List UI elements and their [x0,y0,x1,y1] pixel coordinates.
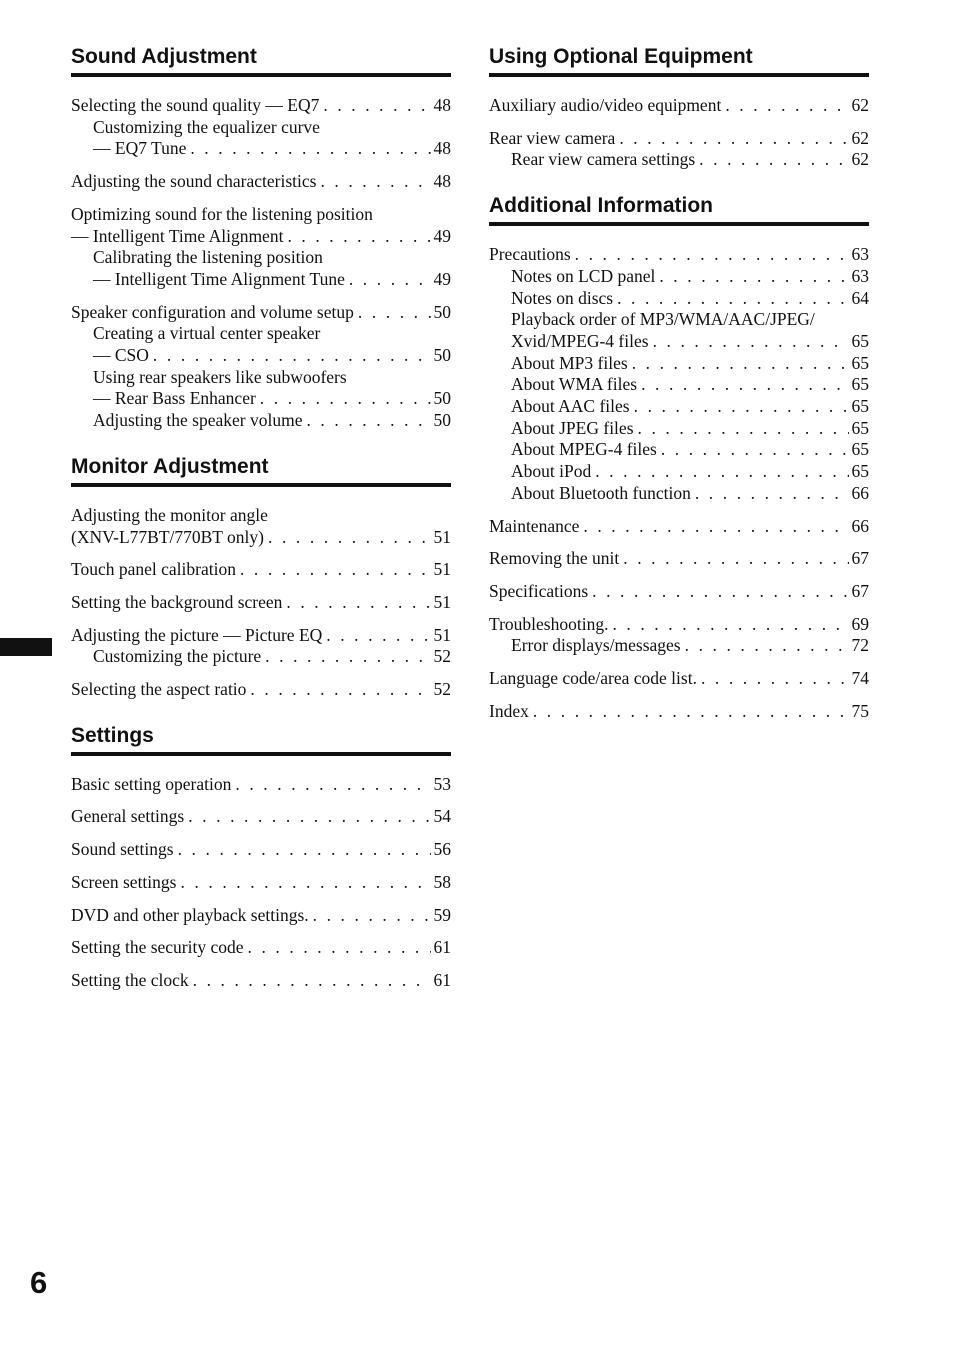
toc-left-column [71,44,451,1014]
entry-page-number: 50 [433,301,451,322]
entry-title: — Intelligent Time Alignment Tune [93,268,345,289]
toc-subentry[interactable] [489,483,869,505]
toc-subentry[interactable] [71,323,451,345]
section-heading: Additional Information [489,193,869,226]
toc-subentry[interactable] [71,388,451,410]
entry-title: Precautions [489,244,571,265]
page-number: 6 [30,1265,48,1300]
entry-page-number: 65 [851,461,869,482]
toc-entry[interactable] [71,625,451,647]
toc-entry-group [71,774,451,796]
toc-section-settings [71,723,451,992]
dot-leader [653,331,849,353]
entry-page-number: 61 [433,969,451,990]
entry-page-number: 72 [851,635,869,656]
toc-entry-group [489,701,869,723]
dot-leader [634,396,849,418]
dot-leader [592,581,848,603]
section-heading: Sound Adjustment [71,44,451,77]
entry-page-number: 50 [433,410,451,431]
entry-title: Screen settings [71,871,177,892]
toc-entry-group [489,614,869,657]
entry-page-number: 51 [433,526,451,547]
toc-subentry[interactable] [71,646,451,668]
toc-entry-group [71,679,451,701]
toc-entry[interactable] [489,548,869,570]
toc-entry-group [71,505,451,548]
dot-leader [661,439,849,461]
toc-entry-group [71,592,451,614]
entry-title: Touch panel calibration [71,559,236,580]
toc-entry-group [71,559,451,581]
toc-entry[interactable] [71,226,451,248]
entry-page-number: 48 [433,95,451,115]
entry-title: Maintenance [489,515,580,536]
entry-title: Rear view camera settings [511,149,696,170]
entry-title: Playback order of MP3/WMA/AAC/JPEG/ [511,309,815,330]
toc-entry[interactable] [71,872,451,894]
toc-entry-group [71,171,451,193]
toc-subentry[interactable] [71,345,451,367]
entry-title: About Bluetooth function [511,482,691,503]
dot-leader [659,266,848,288]
entry-page-number: 48 [433,138,451,159]
entry-page-number: 66 [851,482,869,503]
dot-leader [180,872,430,894]
entry-page-number: 62 [851,149,869,170]
toc-entry-group [71,625,451,668]
dot-leader [358,302,431,324]
toc-entry-group [71,905,451,927]
entry-title: DVD and other playback settings. [71,904,309,925]
toc-entry-group [71,872,451,894]
toc-subentry[interactable] [489,149,869,171]
entry-title: Adjusting the sound characteristics [71,171,317,192]
dot-leader [265,646,430,668]
dot-leader [617,288,848,310]
entry-page-number: 65 [851,396,869,417]
dot-leader [287,226,430,248]
dot-leader [612,614,848,636]
toc-entry-group [71,806,451,828]
entry-page-number: 53 [433,773,451,794]
toc-entry-group [71,937,451,959]
entry-title: Optimizing sound for the listening position [71,203,373,224]
dot-leader [349,269,431,291]
entry-page-number: 51 [433,624,451,645]
entry-page-number: 63 [851,244,869,265]
toc-subentry[interactable] [489,266,869,288]
entry-title: Selecting the sound quality — EQ7 [71,95,320,115]
toc-subentry[interactable] [71,117,451,139]
entry-page-number: 56 [433,839,451,860]
entry-title: Adjusting the speaker volume [93,410,303,431]
entry-page-number: 63 [851,265,869,286]
entry-title: Setting the background screen [71,591,283,612]
entry-page-number: 65 [851,374,869,395]
entry-title: — Rear Bass Enhancer [93,388,256,409]
dot-leader [188,806,430,828]
toc-subentry[interactable] [71,269,451,291]
entry-title: Notes on discs [511,287,614,308]
entry-page-number: 54 [433,806,451,827]
entry-title: Troubleshooting. [489,613,609,634]
entry-page-number: 52 [433,679,451,700]
toc-section-monitor-adjustment [71,454,451,701]
dot-leader [248,937,431,959]
section-entries [489,226,869,722]
dot-leader [268,527,431,549]
entry-title: Adjusting the picture — Picture EQ [71,624,323,645]
entry-page-number: 50 [433,345,451,366]
entry-title: Sound settings [71,839,174,860]
toc-right-column [489,44,869,744]
toc-subentry[interactable] [71,410,451,432]
entry-title: General settings [71,806,185,827]
toc-section-sound-adjustment [71,44,451,432]
entry-title: About iPod [511,461,592,482]
dot-leader [699,149,848,171]
entry-page-number: 65 [851,352,869,373]
toc-entry[interactable] [489,668,869,690]
toc-entry[interactable] [71,839,451,861]
toc-entry[interactable] [71,592,451,614]
dot-leader [632,353,849,375]
entry-title: — EQ7 Tune [93,138,187,159]
section-heading: Settings [71,723,451,756]
side-tab-marker [0,638,52,656]
toc-subentry[interactable] [71,138,451,160]
dot-leader [533,701,849,723]
entry-title: Calibrating the listening position [93,247,323,268]
toc-entry-group [489,128,869,171]
entry-page-number: 66 [851,515,869,536]
entry-title: Speaker configuration and volume setup [71,301,354,322]
dot-leader [320,171,430,193]
toc-subentry[interactable] [71,247,451,269]
entry-page-number: 51 [433,591,451,612]
dot-leader [306,410,430,432]
dot-leader [623,548,848,570]
toc-subentry[interactable] [489,635,869,657]
dot-leader [178,839,431,861]
dot-leader [725,95,848,117]
entry-title: About WMA files [511,374,638,395]
dot-leader [695,483,849,505]
entry-title: Customizing the equalizer curve [93,116,320,137]
toc-section-using-optional-equipment [489,44,869,171]
toc-entry[interactable] [489,581,869,603]
entry-page-number: 49 [433,225,451,246]
entry-title: Language code/area code list. [489,668,697,689]
entry-title: About AAC files [511,396,630,417]
dot-leader [190,138,430,160]
dot-leader [575,244,849,266]
toc-entry[interactable] [71,937,451,959]
entry-page-number: 74 [851,668,869,689]
toc-entry[interactable] [489,128,869,150]
toc-entry[interactable] [71,527,451,549]
dot-leader [323,95,430,117]
dot-leader [153,345,431,367]
toc-entry[interactable] [489,516,869,538]
toc-entry-group [71,970,451,992]
toc-subentry[interactable] [489,353,869,375]
entry-title: Error displays/messages [511,635,681,656]
entry-title: Customizing the picture [93,646,262,667]
toc-entry-group [489,95,869,117]
toc-subentry[interactable] [489,374,869,396]
entry-page-number: 65 [851,417,869,438]
dot-leader [326,625,430,647]
toc-entry[interactable] [489,701,869,723]
entry-title: — CSO [93,345,149,366]
toc-entry[interactable] [489,95,869,117]
toc-subentry[interactable] [489,461,869,483]
entry-title: Using rear speakers like subwoofers [93,366,347,387]
toc-entry[interactable] [71,774,451,796]
entry-page-number: 52 [433,646,451,667]
entry-title: About MP3 files [511,352,628,373]
entry-page-number: 69 [851,613,869,634]
dot-leader [641,374,848,396]
entry-page-number: 58 [433,871,451,892]
entry-title: Notes on LCD panel [511,265,656,286]
toc-entry[interactable] [71,302,451,324]
entry-page-number: 75 [851,700,869,721]
entry-page-number: 65 [851,439,869,460]
entry-page-number: 50 [433,388,451,409]
toc-entry[interactable] [71,806,451,828]
dot-leader [286,592,430,614]
section-heading: Monitor Adjustment [71,454,451,487]
dot-leader [313,905,431,927]
entry-page-number: 64 [851,287,869,308]
section-entries [71,756,451,992]
entry-title: Rear view camera [489,127,616,148]
dot-leader [638,418,849,440]
entry-page-number: 67 [851,548,869,569]
entry-title: Basic setting operation [71,773,232,794]
entry-page-number: 65 [851,330,869,351]
toc-entry-group [489,516,869,538]
entry-title: Index [489,700,529,721]
toc-entry[interactable] [71,905,451,927]
dot-leader [583,516,848,538]
toc-entry[interactable] [489,244,869,266]
dot-leader [701,668,849,690]
entry-page-number: 59 [433,904,451,925]
toc-entry[interactable] [71,970,451,992]
toc-entry-group [71,302,451,432]
dot-leader [260,388,431,410]
toc-entry[interactable] [489,614,869,636]
entry-page-number: 62 [851,127,869,148]
toc-entry[interactable] [71,505,451,527]
entry-title: Adjusting the monitor angle [71,504,268,525]
entry-title: Setting the clock [71,969,189,990]
section-entries [489,77,869,171]
toc-subentry[interactable] [489,418,869,440]
toc-entry-group [71,839,451,861]
entry-title: Creating a virtual center speaker [93,323,321,344]
entry-page-number: 49 [433,268,451,289]
toc-entry[interactable] [71,204,451,226]
toc-entry-group [489,668,869,690]
toc-entry[interactable] [71,559,451,581]
section-entries [71,77,451,432]
dot-leader [250,679,430,701]
entry-page-number: 67 [851,580,869,601]
entry-title: Selecting the aspect ratio [71,679,247,700]
entry-page-number: 48 [433,171,451,192]
toc-subentry[interactable] [489,439,869,461]
toc-entry-group [71,95,451,160]
dot-leader [685,635,849,657]
dot-leader [595,461,848,483]
entry-title: Auxiliary audio/video equipment [489,95,722,115]
entry-page-number: 61 [433,937,451,958]
entry-page-number: 62 [851,95,869,115]
dot-leader [235,774,430,796]
entry-title: Removing the unit [489,548,620,569]
entry-title: (XNV-L77BT/770BT only) [71,526,264,547]
entry-title: Setting the security code [71,937,244,958]
toc-subentry[interactable] [489,396,869,418]
entry-page-number: 51 [433,559,451,580]
toc-entry-group [71,204,451,291]
toc-subentry[interactable] [489,288,869,310]
toc-subentry[interactable] [489,309,869,331]
dot-leader [240,559,431,581]
section-heading: Using Optional Equipment [489,44,869,77]
toc-subentry[interactable] [71,367,451,389]
entry-title: About MPEG-4 files [511,439,657,460]
dot-leader [193,970,431,992]
toc-entry[interactable] [71,679,451,701]
dot-leader [619,128,848,150]
toc-entry-group [489,548,869,570]
entry-title: — Intelligent Time Alignment [71,225,284,246]
entry-title: Xvid/MPEG-4 files [511,330,649,351]
toc-entry[interactable] [71,95,451,117]
section-entries [71,487,451,701]
entry-title: About JPEG files [511,417,634,438]
toc-section-additional-information [489,193,869,722]
toc-entry[interactable] [71,171,451,193]
toc-subentry[interactable] [489,331,869,353]
toc-entry-group [489,581,869,603]
toc-entry-group [489,244,869,504]
entry-title: Specifications [489,580,589,601]
